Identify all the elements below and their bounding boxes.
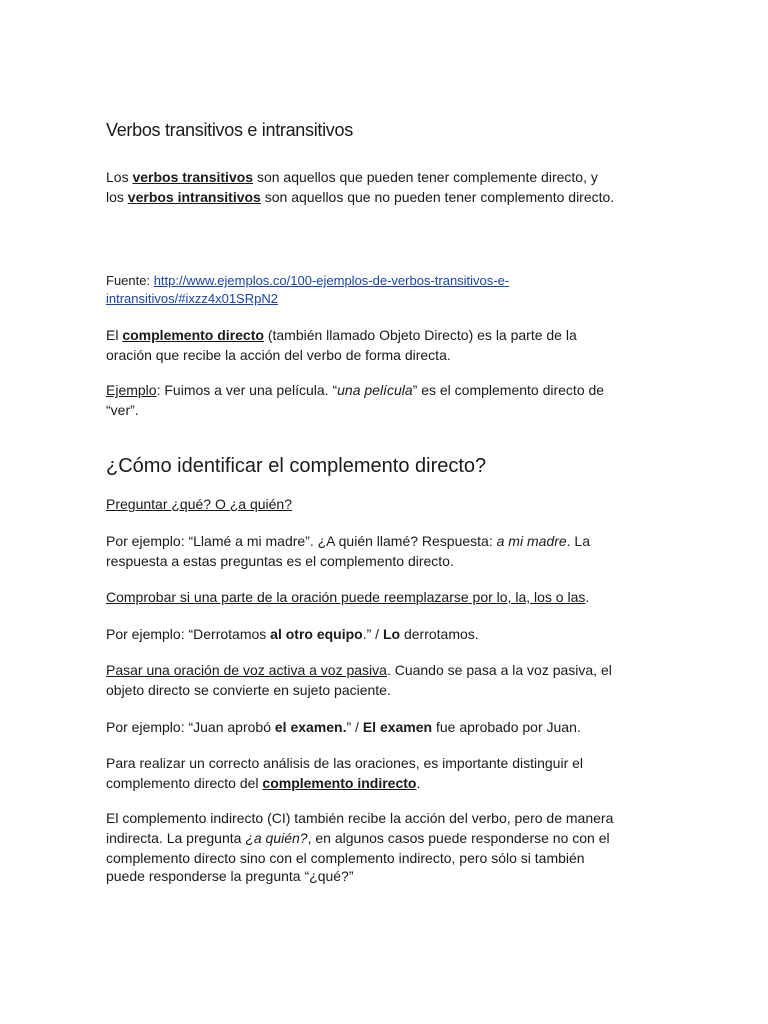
intro-line-1: Los verbos transitivos son aquellos que pueden tener complemente directo, y [106,169,598,185]
method-1-title: Preguntar ¿qué? O ¿a quién? [106,496,293,512]
source-link[interactable]: http://www.ejemplos.co/100-ejemplos-de-verbos-transitivos-e- [153,273,510,288]
method-3-line-1: Pasar una oración de voz activa a voz pasiva. Cuando se pasa a la voz pasiva, el [106,662,612,678]
method-3-line-2: objeto directo se convierte en sujeto paciente. [106,682,391,698]
distinguish-line-1: Para realizar un correcto análisis de las oraciones, es importante distinguir el [106,755,584,771]
indirect-line-1: El complemento indirecto (CI) también recibe la acción del verbo, pero de manera [106,810,614,826]
method-3-title: Pasar una oración de voz activa a voz pasiva [106,662,387,678]
source-line-1 [106,271,509,291]
method-2-example: Por ejemplo: “Derrotamos al otro equipo.” / Lo derrotamos. [106,626,479,642]
indirect-line-4: puede responderse la pregunta “¿qué?” [106,868,354,884]
example-line-2: “ver”. [106,402,139,418]
example-line-1: Ejemplo: Fuimos a ver una película. “una película” es el complemento directo de [106,382,605,398]
term-complemento-directo: complemento directo [122,327,264,343]
page-title: Verbos transitivos e intransitivos [106,120,353,140]
method-1-example-line-2: respuesta a estas preguntas es el complemento directo. [106,553,454,569]
indirect-line-3: complemento directo sino con el complemento indirecto, pero sólo si también [106,850,585,866]
method-2-title: Comprobar si una parte de la oración puede reemplazarse por lo, la, los o las. [106,589,590,605]
method-3-example: Por ejemplo: “Juan aprobó el examen.” / El examen fue aprobado por Juan. [106,719,581,735]
example-label: Ejemplo [106,382,157,398]
definition-line-1: El complemento directo (también llamado Objeto Directo) es la parte de la [106,327,577,343]
method-1-example-line-1: Por ejemplo: “Llamé a mi madre”. ¿A quién llamé? Respuesta: a mi madre. La [106,533,591,549]
definition-line-2: oración que recibe la acción del verbo de forma directa. [106,347,451,363]
source-line-2 [106,289,278,309]
source-label: Fuente: [106,273,154,288]
distinguish-line-2: complemento directo del complemento indirecto. [106,775,421,791]
source-link-continued[interactable]: intransitivos/#ixzz4x01SRpN2 [106,291,278,306]
term-complemento-indirecto: complemento indirecto [262,775,417,791]
term-verbos-intransitivos: verbos intransitivos [127,189,261,205]
intro-line-2: los verbos intransitivos son aquellos que no pueden tener complemento directo. [106,189,615,205]
term-verbos-transitivos: verbos transitivos [132,169,254,185]
indirect-line-2: indirecta. La pregunta ¿a quién?, en algunos casos puede responderse no con el [106,830,610,846]
section-heading: ¿Cómo identificar el complemento directo? [106,455,487,477]
